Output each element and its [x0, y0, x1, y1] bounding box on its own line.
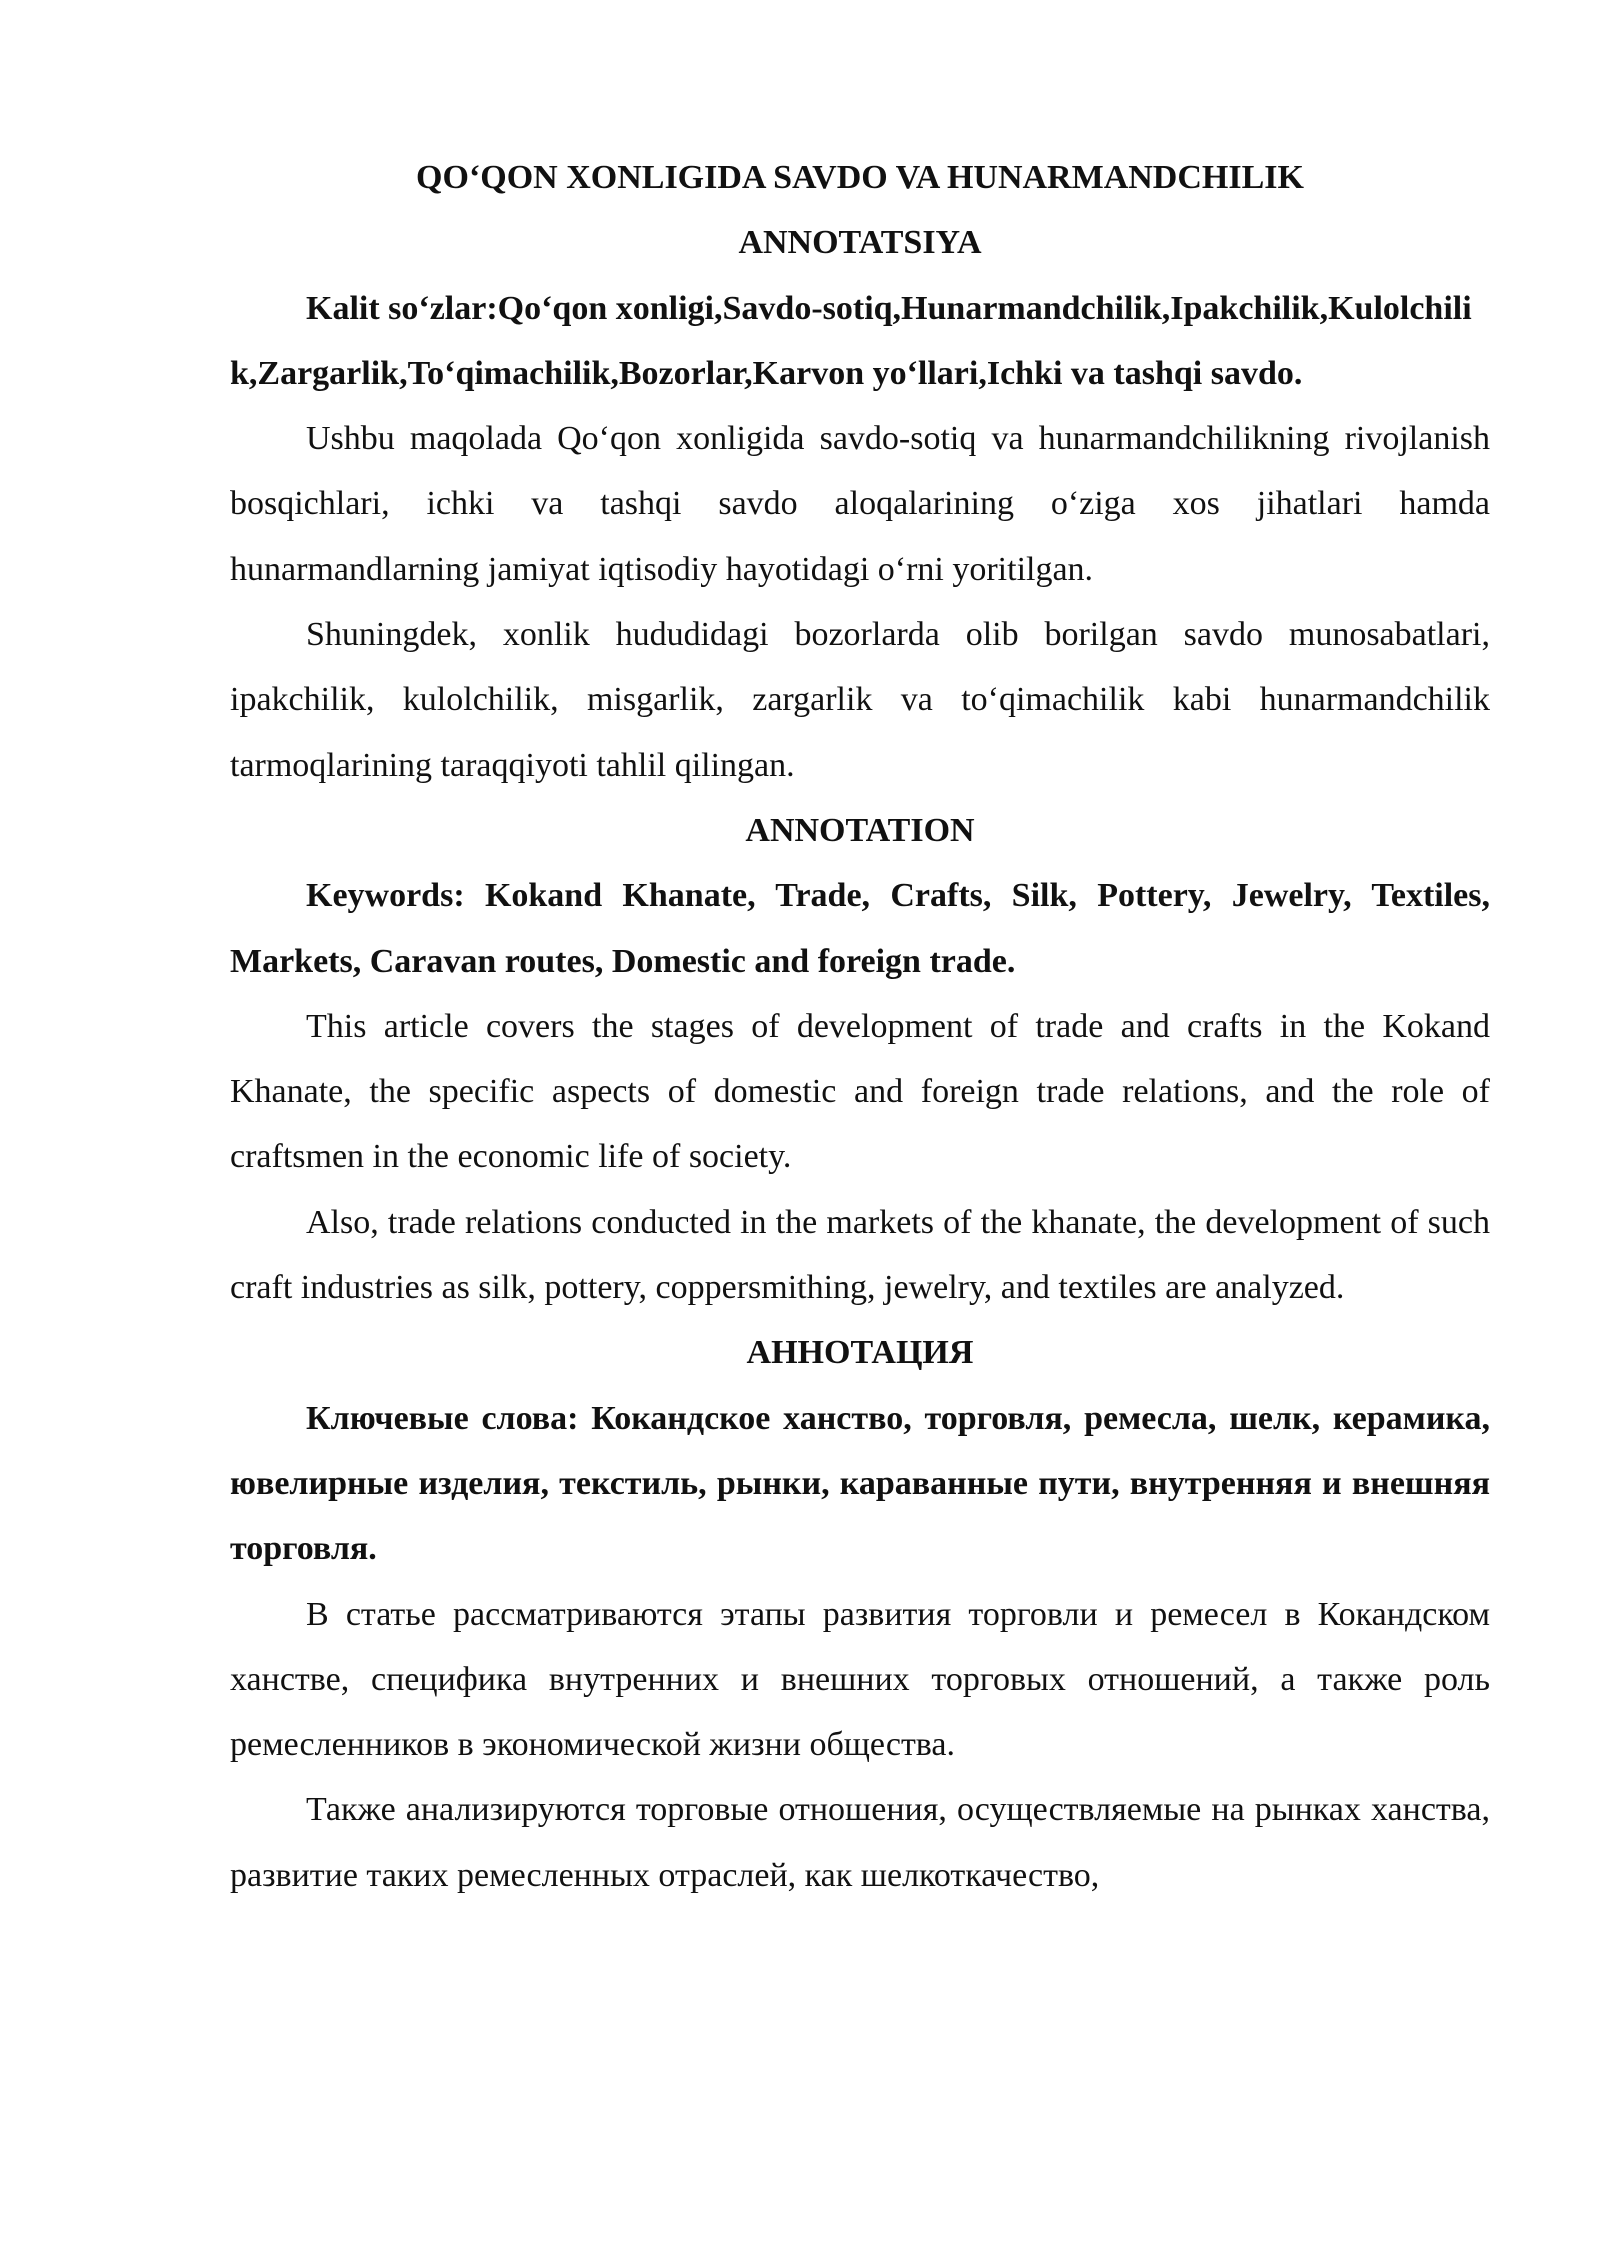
paragraph-ru-1: В статье рассматриваются этапы развития торговли и ремесел в Кокандском ханстве, специфика внутренних и внешних торговых отношений, а также роль ремесленников в экономической жизни общества. — [230, 1595, 1490, 1764]
heading-annotatsiya: ANNOTATSIYA — [738, 224, 982, 262]
keywords-uz: Kalit so‘zlar:Qo‘qon xonligi,Savdo-sotiq,Hunarmandchilik,Ipakchilik,Kulolchilik,Zargarlik,To‘qimachilik,Bozorlar,Karvon yo‘llari,Ichki va tashqi savdo. — [230, 289, 1472, 392]
paragraph-uz-2: Shuningdek, xonlik hududidagi bozorlarda olib borilgan savdo munosabatlari, ipakchilik, kulolchilik, misgarlik, zargarlik va to‘qimachilik kabi hunarmandchilik tarmoqlarining taraqqiyoti tahlil qilingan. — [230, 616, 1490, 784]
document-page — [230, 145, 1490, 1908]
paragraph-en-1: This article covers the stages of development of trade and crafts in the Kokand Khanate, the specific aspects of domestic and foreign trade relations, and the role of craftsmen in the economic life of society. — [230, 1007, 1490, 1176]
paragraph-en-2: Also, trade relations conducted in the markets of the khanate, the development of such craft industries as silk, pottery, coppersmithing, jewelry, and textiles are analyzed. — [230, 1203, 1490, 1307]
document-title: QO‘QON XONLIGIDA SAVDO VA HUNARMANDCHILIK — [416, 159, 1304, 196]
paragraph-ru-2: Также анализируются торговые отношения, осуществляемые на рынках ханства, развитие таких ремесленных отраслей, как шелкоткачество, — [230, 1791, 1490, 1894]
heading-annotatsiya-ru: АННОТАЦИЯ — [746, 1334, 974, 1372]
paragraph-uz-1: Ushbu maqolada Qo‘qon xonligida savdo-sotiq va hunarmandchilikning rivojlanish bosqichlari, ichki va tashqi savdo aloqalarining o‘ziga xos jihatlari hamda hunarmandlarning jamiyat iqtisodiy hayotidagi o‘rni yoritilgan. — [230, 420, 1490, 588]
heading-annotation: ANNOTATION — [745, 811, 975, 849]
keywords-en: Keywords: Kokand Khanate, Trade, Crafts, Silk, Pottery, Jewelry, Textiles, Markets, Caravan routes, Domestic and foreign trade. — [230, 877, 1490, 980]
keywords-ru: Ключевые слова: Кокандское ханство, торговля, ремесла, шелк, керамика, ювелирные изделия, текстиль, рынки, караванные пути, внутренняя и внешняя торговля. — [230, 1399, 1490, 1568]
